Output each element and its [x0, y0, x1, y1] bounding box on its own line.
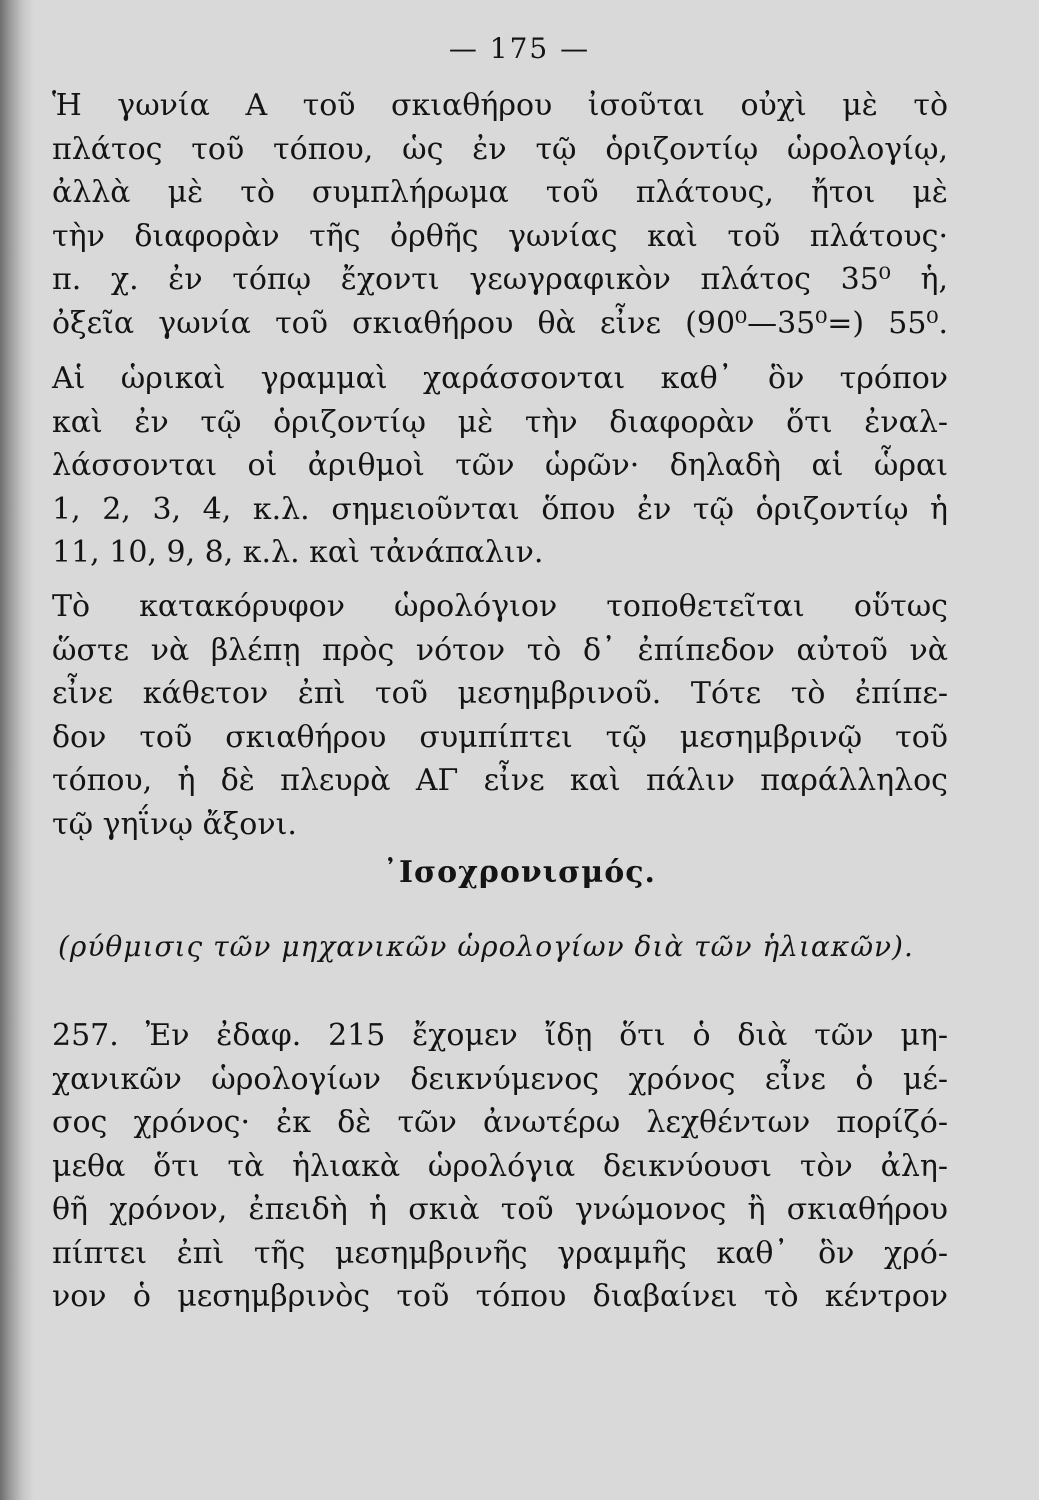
page-number: — 175 — — [448, 32, 591, 65]
text-line: καὶ ἐν τῷ ὁριζοντίῳ μὲ τὴν διαφορὰν ὅτι ἐναλ- — [52, 404, 948, 440]
paragraph-hour-lines — [52, 357, 948, 575]
text-line: τῷ γηΐνῳ ἄξονι. — [52, 806, 297, 842]
text-line: Ἡ γωνία Α τοῦ σκιαθήρου ἰσοῦται οὐχὶ μὲ τὸ — [52, 88, 948, 123]
text-line: ὥστε νὰ βλέπῃ πρὸς νότον τὸ δ᾽ ἐπίπεδον αὐτοῦ νὰ — [52, 632, 948, 668]
text-line: 257. Ἐν ἐδαφ. 215 ἔχομεν ἴδῃ ὅτι ὁ διὰ τῶν μη- — [52, 1018, 948, 1053]
text-line: δον τοῦ σκιαθήρου συμπίπτει τῷ μεσημβρινῷ τοῦ — [52, 719, 948, 755]
text-line: π. χ. ἐν τόπῳ ἔχοντι γεωγραφικὸν πλάτος 35⁰ ἡ, — [52, 262, 948, 297]
text-line: χανικῶν ὡρολογίων δεικνύμενος χρόνος εἶνε ὁ μέ- — [52, 1061, 948, 1097]
text-line: νον ὁ μεσημβρινὸς τοῦ τόπου διαβαίνει τὸ κέντρον — [52, 1279, 948, 1314]
section-heading: ᾿Ισοχρονισμός. — [383, 855, 656, 890]
section-subheading: (ρύθμισις τῶν μηχανικῶν ὡρολογίων διὰ τῶν ἡλιακῶν). — [58, 930, 914, 963]
text-line: θῆ χρόνον, ἐπειδὴ ἡ σκιὰ τοῦ γνώμονος ἢ σκιαθήρου — [52, 1192, 948, 1227]
text-line: Αἱ ὡρικαὶ γραμμαὶ χαράσσονται καθ᾽ ὃν τρόπον — [52, 361, 948, 396]
text-line: πίπτει ἐπὶ τῆς μεσημβρινῆς γραμμῆς καθ᾽ ὃν χρό- — [52, 1235, 948, 1271]
text-line: 11, 10, 9, 8, κ.λ. καὶ τἀνάπαλιν. — [52, 535, 544, 570]
text-line: ὀξεῖα γωνία τοῦ σκιαθήρου θὰ εἶνε (90⁰—35⁰=) 55⁰. — [52, 305, 948, 341]
paragraph-vertical-sundial — [52, 585, 948, 846]
text-line: ἀλλὰ μὲ τὸ συμπλήρωμα τοῦ πλάτους, ἤτοι μὲ — [52, 175, 948, 210]
text-line: εἶνε κάθετον ἐπὶ τοῦ μεσημβρινοῦ. Τότε τὸ ἐπίπε- — [52, 676, 948, 711]
text-line: Τὸ κατακόρυφον ὡρολόγιον τοποθετεῖται οὕτως — [52, 589, 948, 624]
page-binding-edge — [0, 0, 34, 1500]
text-line: τόπου, ἡ δὲ πλευρὰ ΑΓ εἶνε καὶ πάλιν παράλληλος — [52, 763, 948, 798]
paragraph-sundial-angle — [52, 84, 948, 345]
text-line: τὴν διαφορὰν τῆς ὀρθῆς γωνίας καὶ τοῦ πλάτους· — [52, 218, 948, 254]
text-line: 1, 2, 3, 4, κ.λ. σημειοῦνται ὅπου ἐν τῷ ὁριζοντίῳ ἡ — [52, 491, 948, 527]
text-line: μεθα ὅτι τὰ ἡλιακὰ ὡρολόγια δεικνύουσι τὸν ἀλη- — [52, 1148, 948, 1184]
text-line: σος χρόνος· ἐκ δὲ τῶν ἀνωτέρω λεχθέντων πορίζό- — [52, 1105, 948, 1140]
paragraph-257 — [52, 1014, 948, 1319]
text-line: λάσσονται οἱ ἀριθμοὶ τῶν ὡρῶν· δηλαδὴ αἱ ὧραι — [52, 448, 948, 483]
text-line: πλάτος τοῦ τόπου, ὡς ἐν τῷ ὁριζοντίῳ ὡρολογίῳ, — [52, 131, 948, 167]
